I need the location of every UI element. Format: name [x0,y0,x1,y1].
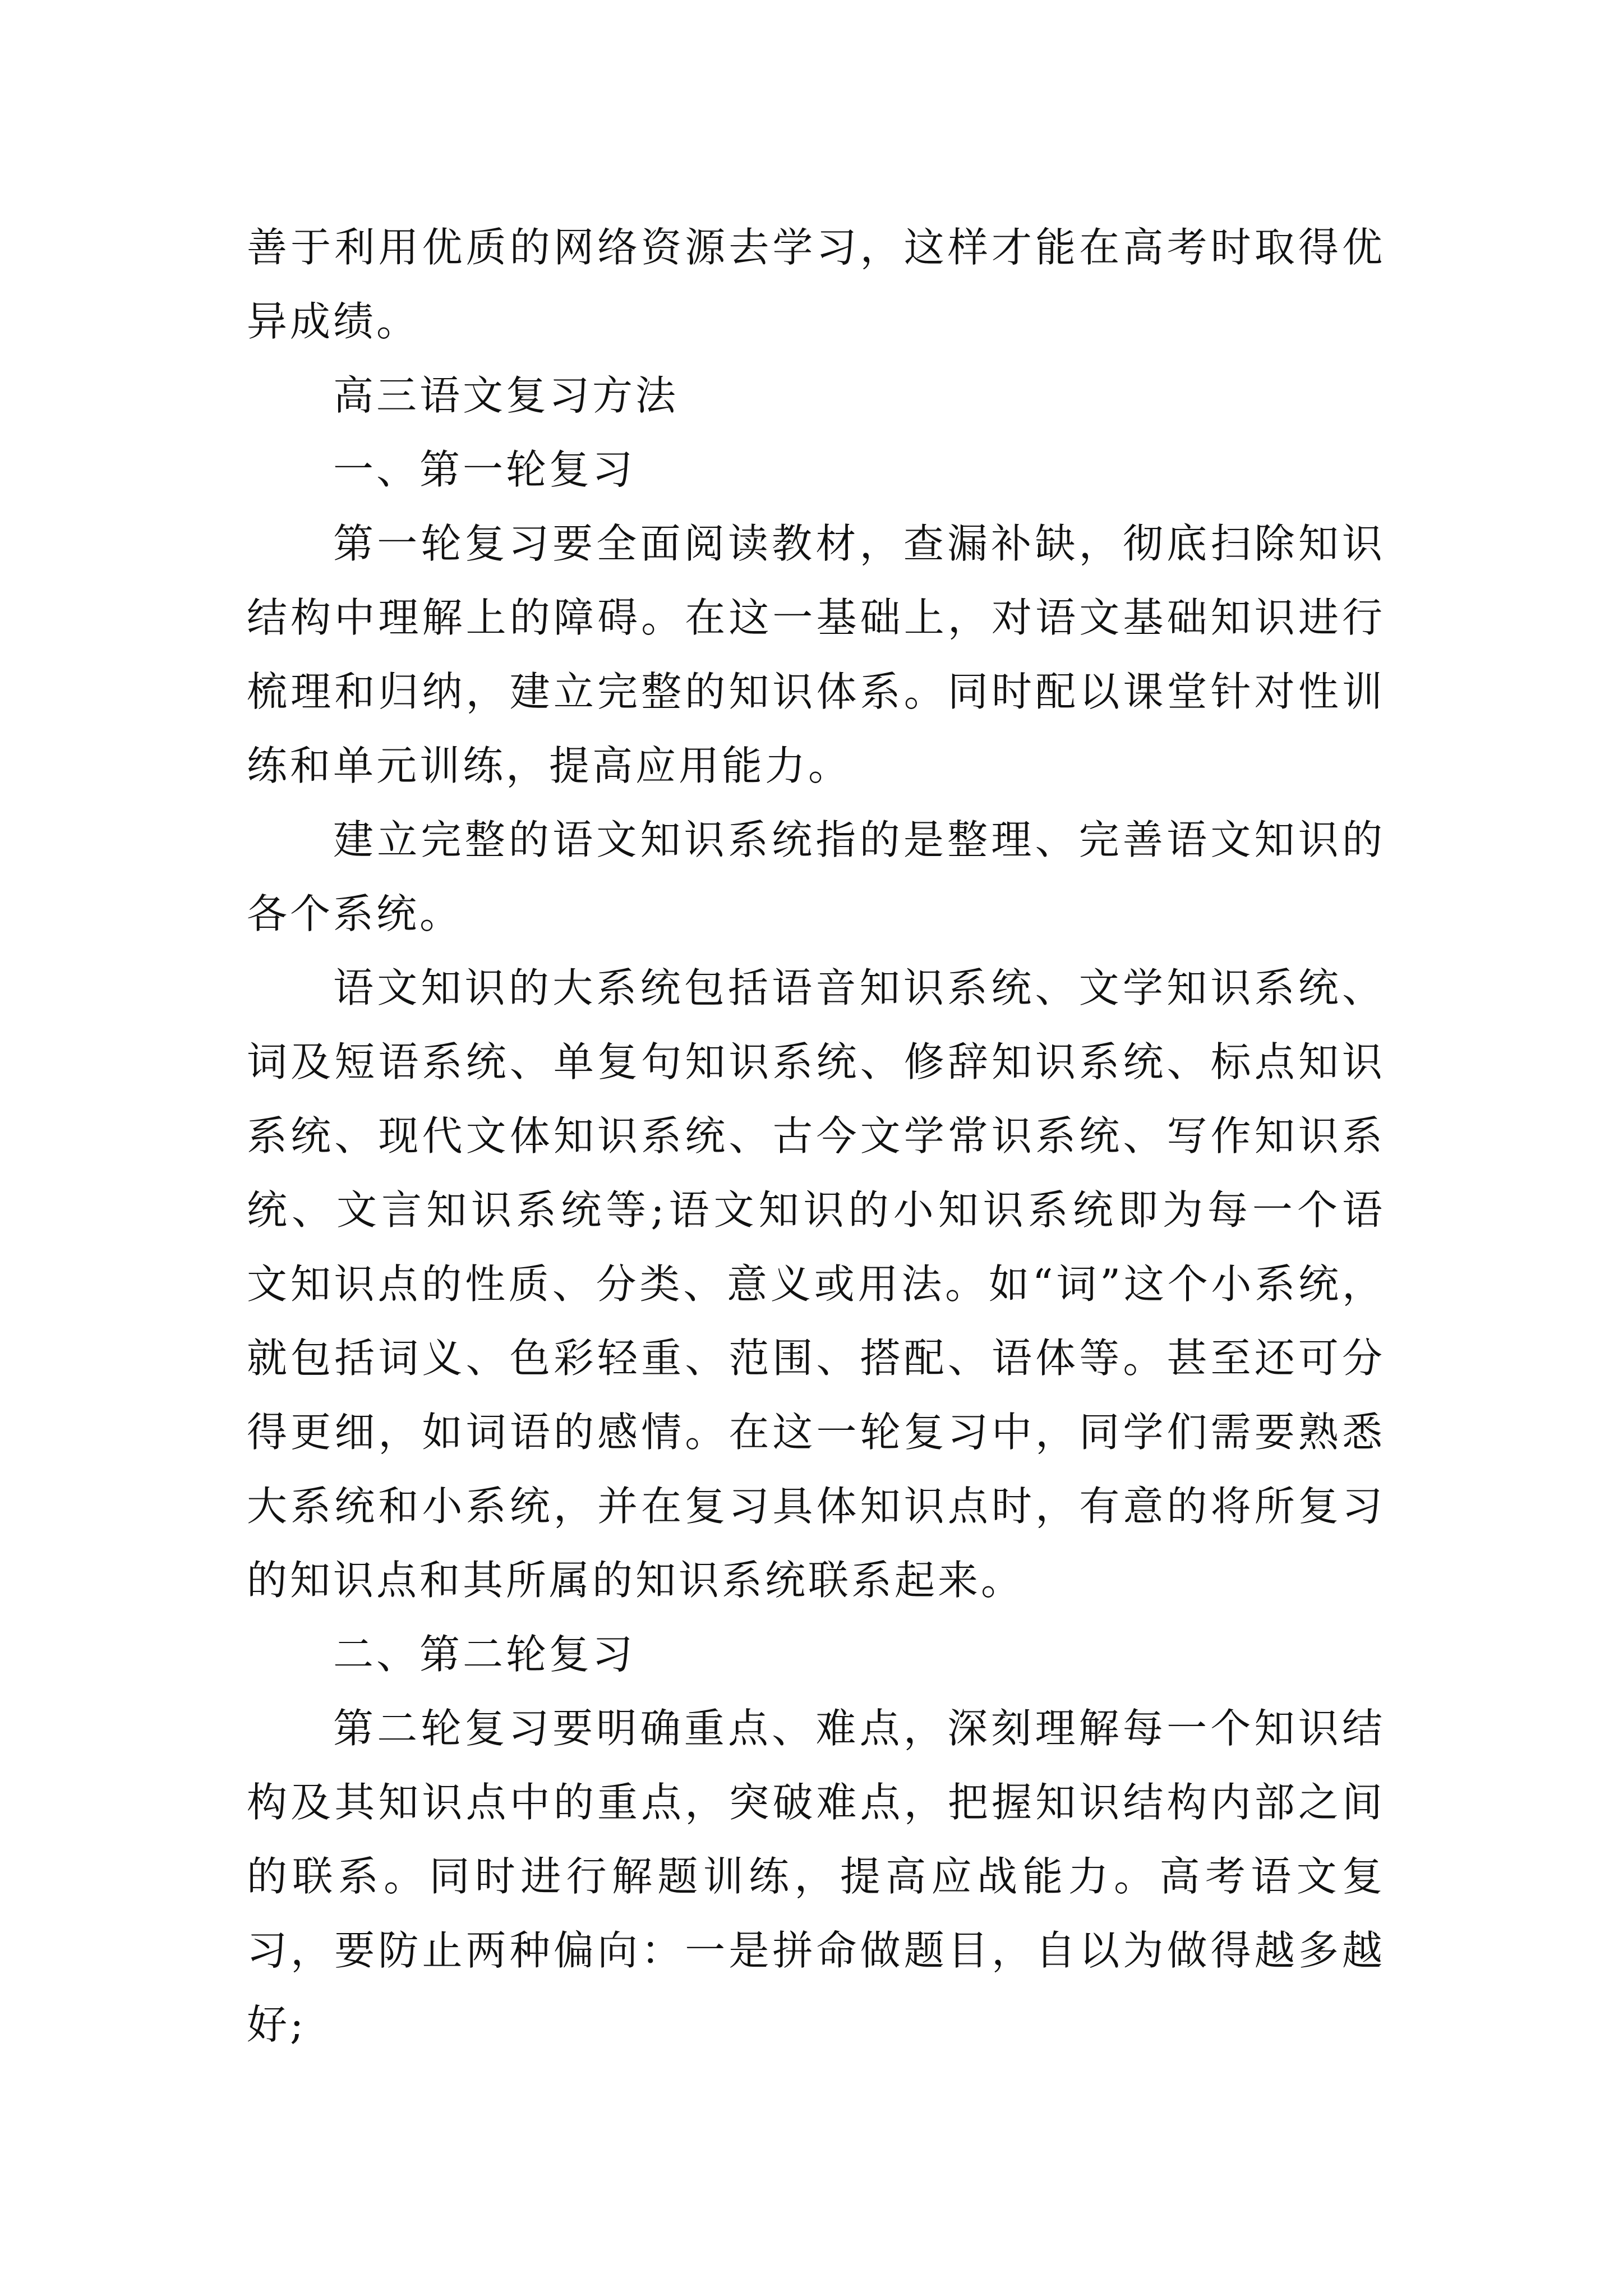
paragraph-intro-continuation: 善于利用优质的网络资源去学习，这样才能在高考时取得优异成绩。 [247,224,1385,345]
paragraph-knowledge-system: 建立完整的语文知识系统指的是整理、完善语文知识的各个系统。 [247,816,1385,937]
document-body [247,210,1385,2062]
subheading-second-round: 二、第二轮复习 [333,1631,636,1678]
paragraph-system-details: 语文知识的大系统包括语音知识系统、文学知识系统、词及短语系统、单复句知识系统、修辞知识系统、标点知识系统、现代文体知识系统、古今文学常识系统、写作知识系统、文言知识系统等;语文知识的小知识系统即为每一个语文知识点的性质、分类、意义或用法。如“词”这个小系统，就包括词义、色彩轻重、范围、搭配、语体等。甚至还可分得更细，如词语的感情。在这一轮复习中，同学们需要熟悉大系统和小系统，并在复习具体知识点时，有意的将所复习的知识点和其所属的知识系统联系起来。 [247,964,1385,1604]
subheading-first-round: 一、第一轮复习 [333,446,636,493]
paragraph-first-round: 第一轮复习要全面阅读教材，查漏补缺，彻底扫除知识结构中理解上的障碍。在这一基础上，对语文基础知识进行梳理和归纳，建立完整的知识体系。同时配以课堂针对性训练和单元训练，提高应用能力。 [247,520,1385,789]
paragraph-second-round: 第二轮复习要明确重点、难点，深刻理解每一个知识结构及其知识点中的重点，突破难点，把握知识结构内部之间的联系。同时进行解题训练，提高应战能力。高考语文复习，要防止两种偏向：一是拼命做题目，自以为做得越多越好; [247,1705,1385,2048]
section-heading: 高三语文复习方法 [333,372,679,419]
